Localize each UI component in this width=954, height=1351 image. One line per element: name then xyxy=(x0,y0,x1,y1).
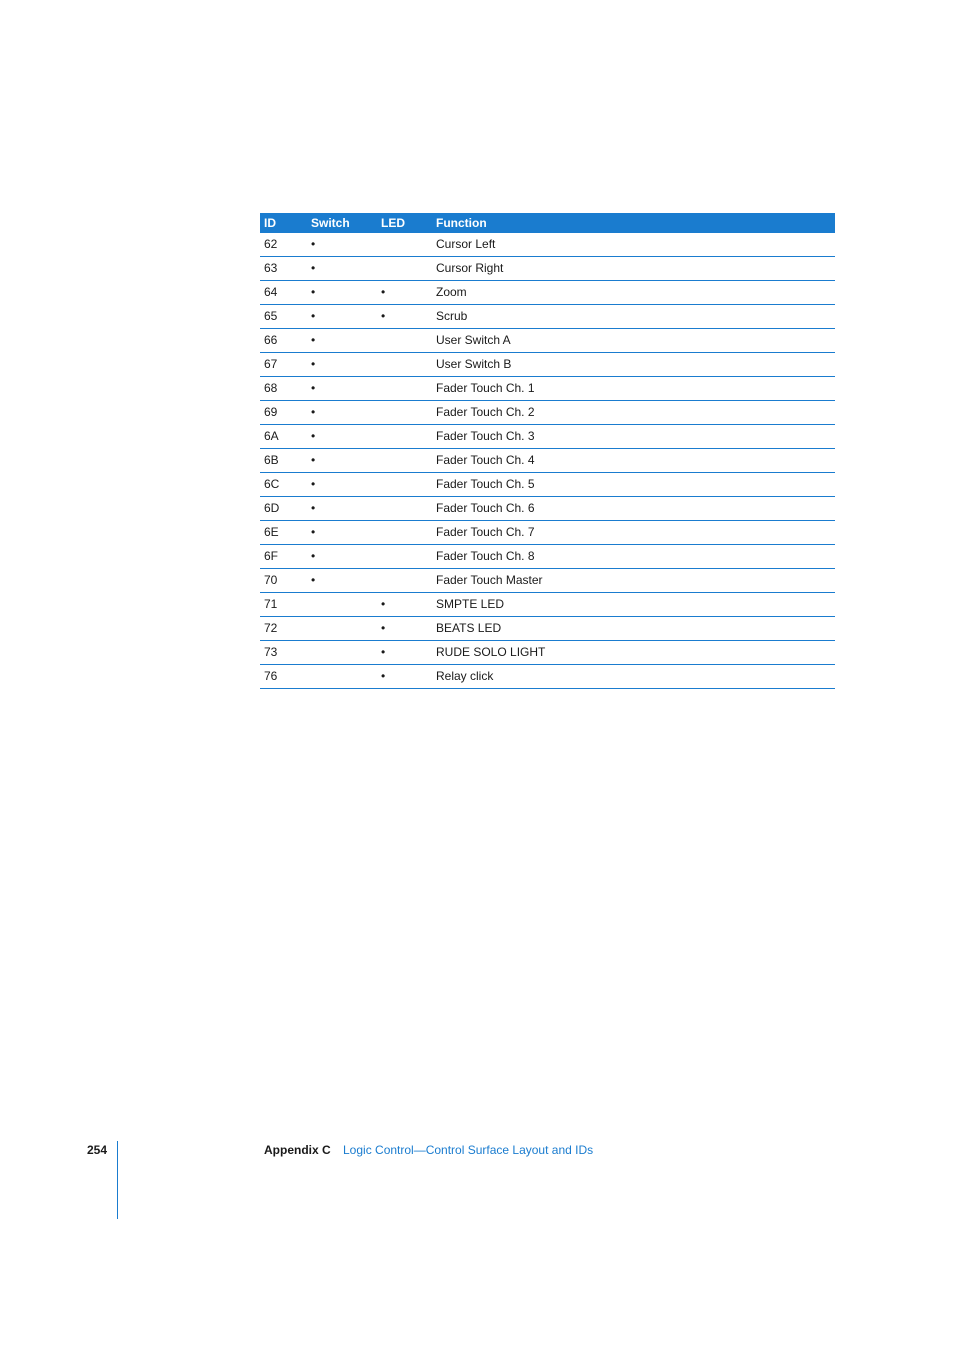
cell-switch: • xyxy=(311,425,381,449)
table-row xyxy=(260,353,835,377)
cell-id: 6B xyxy=(260,449,311,473)
cell-id: 64 xyxy=(260,281,311,305)
cell-led xyxy=(381,569,436,593)
cell-id: 6A xyxy=(260,425,311,449)
cell-led xyxy=(381,425,436,449)
table-row xyxy=(260,521,835,545)
header-led: LED xyxy=(381,213,436,233)
table-header xyxy=(260,213,835,233)
cell-id: 66 xyxy=(260,329,311,353)
cell-led: • xyxy=(381,593,436,617)
cell-function: BEATS LED xyxy=(436,617,835,641)
cell-led: • xyxy=(381,305,436,329)
cell-id: 76 xyxy=(260,665,311,689)
cell-switch: • xyxy=(311,401,381,425)
table-row xyxy=(260,497,835,521)
table-row xyxy=(260,257,835,281)
cell-id: 71 xyxy=(260,593,311,617)
cell-id: 69 xyxy=(260,401,311,425)
cell-switch: • xyxy=(311,305,381,329)
cell-led: • xyxy=(381,665,436,689)
cell-led xyxy=(381,257,436,281)
cell-function: Cursor Right xyxy=(436,257,835,281)
cell-led xyxy=(381,473,436,497)
cell-id: 6F xyxy=(260,545,311,569)
cell-led: • xyxy=(381,617,436,641)
appendix-title: Logic Control—Control Surface Layout and IDs xyxy=(343,1143,594,1157)
cell-switch: • xyxy=(311,281,381,305)
cell-id: 70 xyxy=(260,569,311,593)
cell-function: SMPTE LED xyxy=(436,593,835,617)
cell-function: User Switch B xyxy=(436,353,835,377)
cell-led xyxy=(381,329,436,353)
cell-led xyxy=(381,401,436,425)
cell-function: Fader Touch Ch. 2 xyxy=(436,401,835,425)
cell-led xyxy=(381,377,436,401)
cell-switch xyxy=(311,593,381,617)
cell-led xyxy=(381,353,436,377)
cell-function: Fader Touch Ch. 1 xyxy=(436,377,835,401)
cell-switch: • xyxy=(311,377,381,401)
cell-id: 65 xyxy=(260,305,311,329)
table-row xyxy=(260,617,835,641)
cell-function: Zoom xyxy=(436,281,835,305)
table-body xyxy=(260,233,835,689)
header-id: ID xyxy=(260,213,311,233)
cell-switch xyxy=(311,665,381,689)
table-row xyxy=(260,281,835,305)
id-table xyxy=(260,213,835,689)
cell-led xyxy=(381,497,436,521)
table-row xyxy=(260,377,835,401)
cell-function: User Switch A xyxy=(436,329,835,353)
cell-switch: • xyxy=(311,521,381,545)
cell-function: Cursor Left xyxy=(436,233,835,257)
table-row xyxy=(260,641,835,665)
cell-id: 73 xyxy=(260,641,311,665)
cell-switch: • xyxy=(311,233,381,257)
cell-function: RUDE SOLO LIGHT xyxy=(436,641,835,665)
table-row xyxy=(260,329,835,353)
cell-function: Fader Touch Ch. 8 xyxy=(436,545,835,569)
cell-switch: • xyxy=(311,257,381,281)
cell-function: Fader Touch Ch. 6 xyxy=(436,497,835,521)
cell-function: Fader Touch Ch. 4 xyxy=(436,449,835,473)
cell-switch xyxy=(311,641,381,665)
cell-function: Fader Touch Ch. 3 xyxy=(436,425,835,449)
cell-switch: • xyxy=(311,569,381,593)
table-row xyxy=(260,545,835,569)
cell-id: 62 xyxy=(260,233,311,257)
cell-switch xyxy=(311,617,381,641)
table-row xyxy=(260,233,835,257)
cell-function: Relay click xyxy=(436,665,835,689)
cell-switch: • xyxy=(311,449,381,473)
cell-id: 68 xyxy=(260,377,311,401)
table-row xyxy=(260,593,835,617)
cell-switch: • xyxy=(311,473,381,497)
table-header-row xyxy=(260,213,835,233)
cell-id: 6C xyxy=(260,473,311,497)
cell-switch: • xyxy=(311,545,381,569)
table-row xyxy=(260,401,835,425)
appendix-label: Appendix C xyxy=(264,1143,331,1157)
cell-switch: • xyxy=(311,353,381,377)
cell-led: • xyxy=(381,281,436,305)
table-row xyxy=(260,305,835,329)
cell-id: 6E xyxy=(260,521,311,545)
cell-led: • xyxy=(381,641,436,665)
cell-function: Fader Touch Ch. 5 xyxy=(436,473,835,497)
cell-led xyxy=(381,233,436,257)
table-row xyxy=(260,425,835,449)
cell-id: 63 xyxy=(260,257,311,281)
table-row xyxy=(260,473,835,497)
footer-divider xyxy=(117,1141,118,1219)
cell-led xyxy=(381,545,436,569)
cell-function: Fader Touch Ch. 7 xyxy=(436,521,835,545)
cell-id: 6D xyxy=(260,497,311,521)
header-switch: Switch xyxy=(311,213,381,233)
cell-led xyxy=(381,449,436,473)
table-row xyxy=(260,665,835,689)
cell-function: Fader Touch Master xyxy=(436,569,835,593)
header-function: Function xyxy=(436,213,835,233)
cell-id: 72 xyxy=(260,617,311,641)
table-row xyxy=(260,569,835,593)
page-number: 254 xyxy=(87,1143,108,1157)
table-row xyxy=(260,449,835,473)
cell-id: 67 xyxy=(260,353,311,377)
cell-switch: • xyxy=(311,329,381,353)
cell-led xyxy=(381,521,436,545)
cell-switch: • xyxy=(311,497,381,521)
cell-function: Scrub xyxy=(436,305,835,329)
